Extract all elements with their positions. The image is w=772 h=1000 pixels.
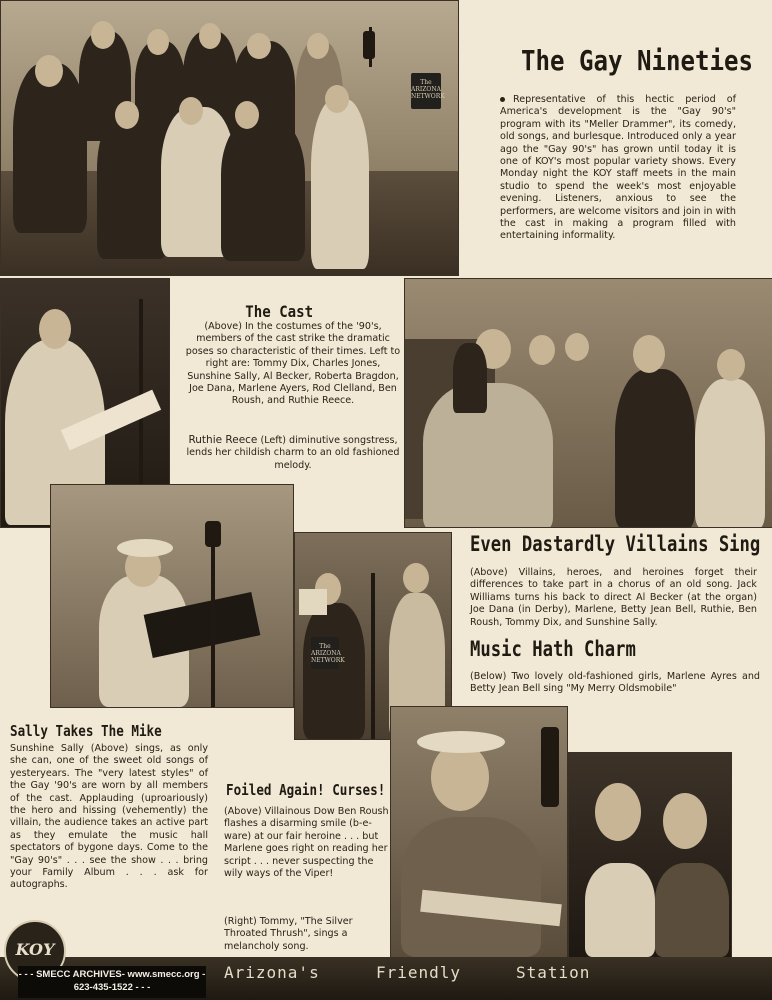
villains-text: (Above) Villains, heroes, and heroines forget their differences to take part in a chorus of an old song. Jack Williams turns his back to direct Al Becker (at the organ) Joe Dana (in Derby), Marlene, Betty Jean Bell, Ruthie, Ben Roush, Tommy Dix, and Sunshine Sally. xyxy=(470,567,757,628)
arizona-network-sign: The ARIZONA NETWORK xyxy=(411,73,441,109)
villains-title: Even Dastardly Villains Sing xyxy=(470,532,761,556)
cast-text: (Above) In the costumes of the '90's, members of the cast strike the dramatic poses so characteristic of their times. Left to right are: Tommy Dix, Charles Jones, Sunshine Sally, Al Becker, Roberta Bragdon, Joe Dana, Marlene Ayers, Rod Clelland, Ben Roush, and Ruthie Reece. xyxy=(185,321,401,407)
footer-word-friendly: Friendly xyxy=(376,963,462,982)
footer-word-arizonas: Arizona's xyxy=(224,963,320,982)
sally-text: Sunshine Sally (Above) sings, as only she can, one of the sweet old songs of yesteryears. The "very latest styles" of the Gay '90's are worn by all members of the cast. Applauding (uproariously) the hero and hissing (vehemently) the villain, the audience takes an active part as they emulate the music hall spectators of bygone days. Come to the "Gay 90's" . . . see the show . . . bring your Family Album . . . ask for autographs. xyxy=(10,743,208,891)
koy-logo: KOY xyxy=(4,920,66,982)
cast-title: The Cast xyxy=(245,302,314,321)
bullet-icon xyxy=(500,97,505,102)
ruthie-text: (Left) diminutive songstress, lends her childish charm to an old fashioned melody. xyxy=(186,435,400,471)
two-girls-photo xyxy=(568,752,732,958)
gay-nineties-body: Representative of this hectic period of America's development is the "Gay 90's" program with its "Meller Drammer", its comedy, old songs, and burlesque. Introduced only a year ago the "Gay 90's" has grown until today it is one of KOY's most popular variety shows. Every Monday night the KOY staff meets in the main studio to spend the week's most enjoyable evening. Listeners, anxious to see the performers, are welcome visitors and join in with the cast in making a program filled with entertaining informality. xyxy=(500,94,736,242)
gay-nineties-text xyxy=(500,94,736,243)
sally-title: Sally Takes The Mike xyxy=(10,722,162,740)
tommy-dix-photo xyxy=(390,706,568,958)
footer-word-station: Station xyxy=(516,963,591,982)
ruthie-caption xyxy=(184,434,402,472)
archive-watermark xyxy=(18,966,206,998)
ruthie-lead: Ruthie Reece xyxy=(188,434,258,446)
arizona-network-sign-2: The ARIZONA NETWORK xyxy=(311,637,339,669)
archive-line-2: 623-435-1522 - - - xyxy=(73,982,151,993)
sunshine-sally-photo xyxy=(50,484,294,708)
foiled-text: (Above) Villainous Dow Ben Roush flashes a disarming smile (b-e-ware) at our fair heroine . . . but Marlene goes right on reading her script . . . never suspecting the wily ways of the Viper! xyxy=(224,806,389,880)
foiled-text-2: (Right) Tommy, "The Silver Throated Thrush", sings a melancholy song. xyxy=(224,916,353,952)
charm-text: (Below) Two lovely old-fashioned girls, Marlene Ayres and Betty Jean Bell sing "My Merry Oldsmobile" xyxy=(470,671,760,695)
charm-title: Music Hath Charm xyxy=(470,637,636,661)
villains-chorus-photo xyxy=(404,278,772,528)
foiled-title: Foiled Again! Curses! xyxy=(226,781,386,799)
gay-nineties-title: The Gay Nineties xyxy=(521,44,753,77)
archive-line-1: - - - SMECC ARCHIVES- www.smecc.org - xyxy=(18,969,206,980)
cast-group-photo xyxy=(0,0,459,276)
